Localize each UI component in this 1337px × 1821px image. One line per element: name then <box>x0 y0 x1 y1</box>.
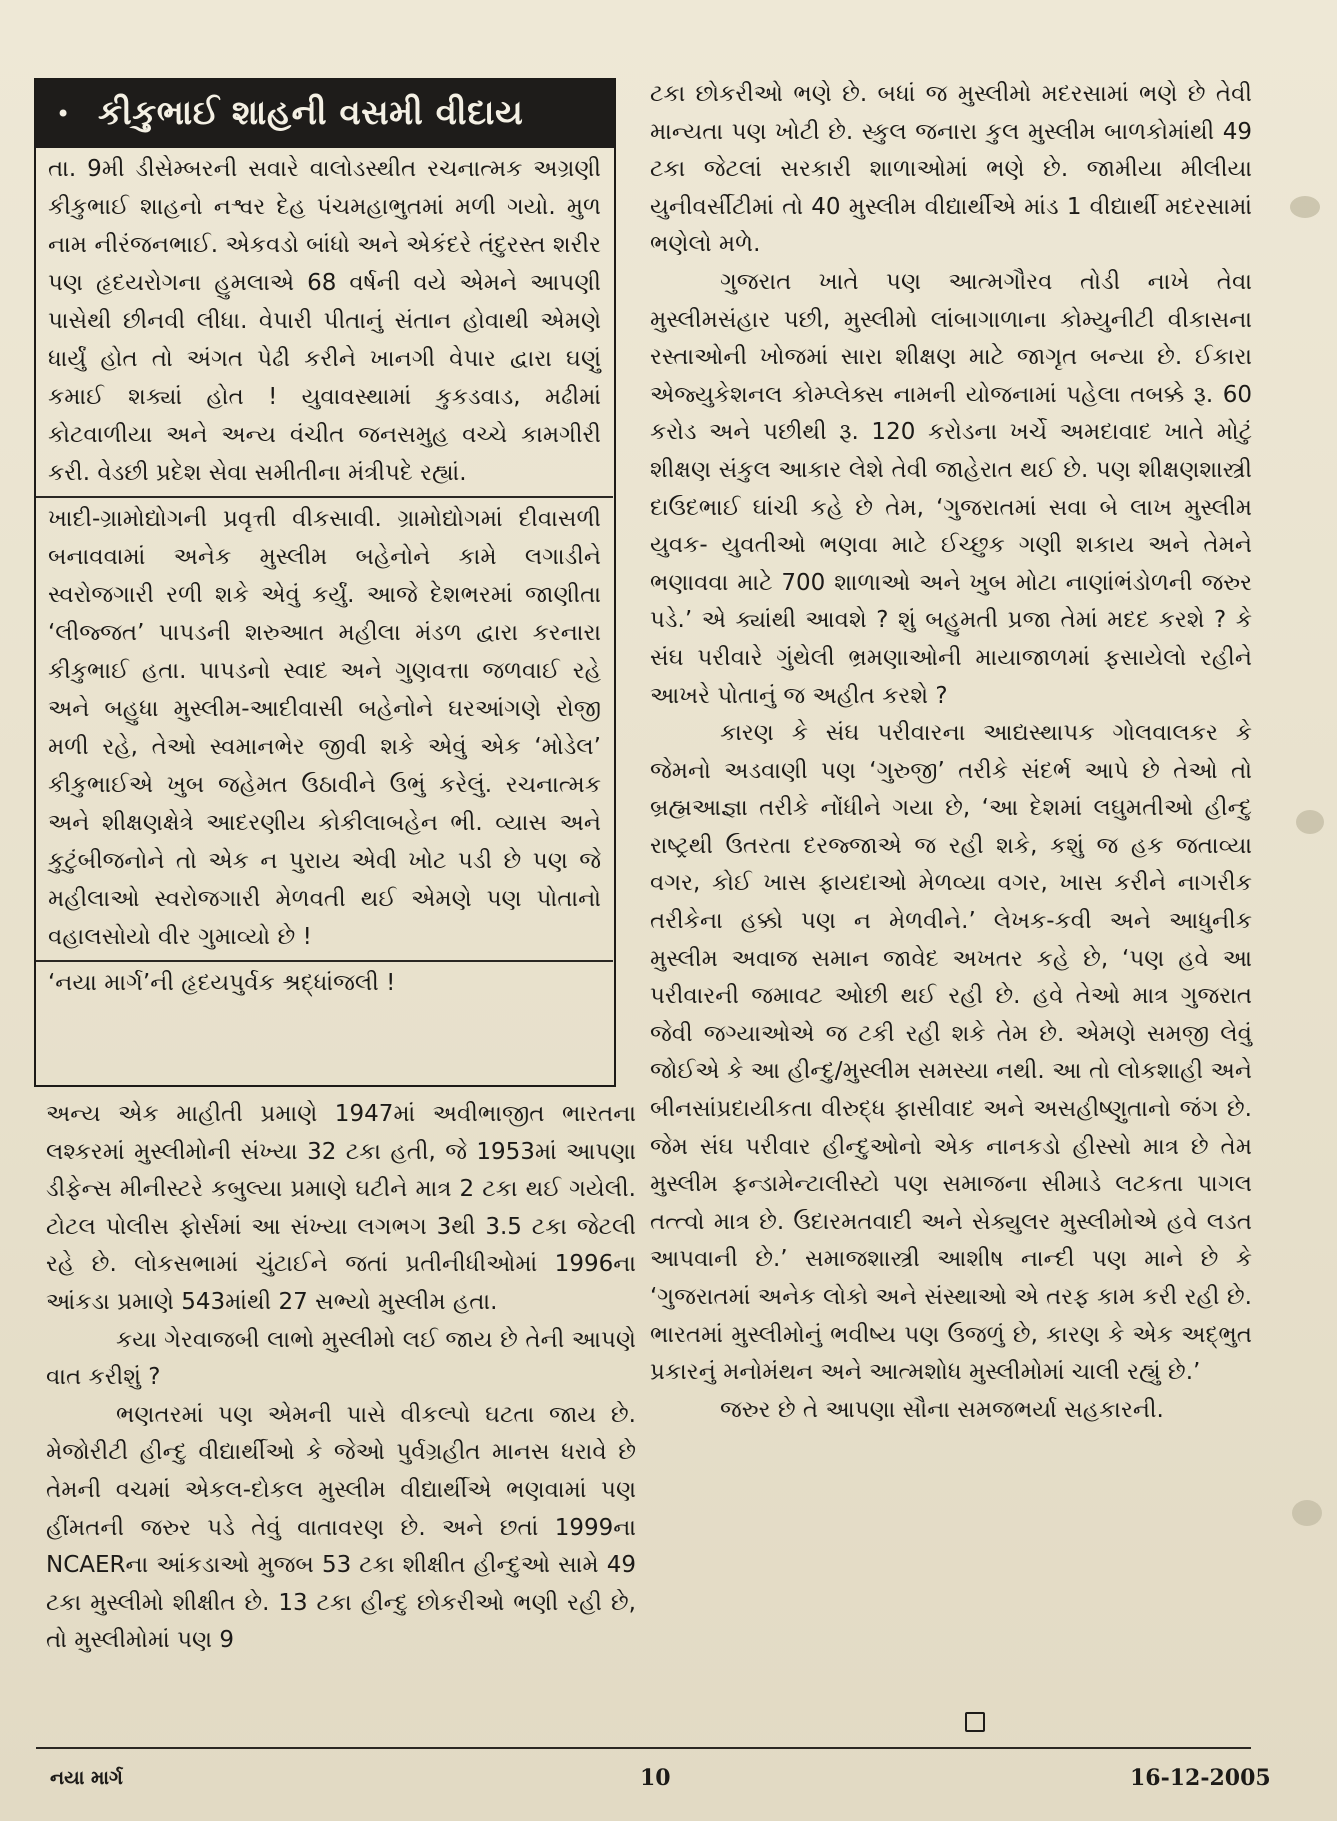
tribute-box-title: કીકુભાઈ શાહની વસમી વીદાય <box>98 93 524 133</box>
tribute-box <box>34 78 616 1087</box>
article-paragraph: કયા ગેરવાજબી લાભો મુસ્લીમો લઈ જાય છે તેની આપણે વાત કરીશું ? <box>46 1326 636 1391</box>
footer-page-number: 10 <box>640 1765 671 1791</box>
article-paragraph: કારણ કે સંઘ પરીવારના આદ્યસ્થાપક ગોલવાલકર કે જેમનો અડવાણી પણ ‘ગુરુજી’ તરીકે સંદર્ભ આપે છે તેઓ તો બ્રહ્મઆજ્ઞા તરીકે નોંધીને ગયા છે, ‘આ દેશમાં લઘુમતીઓ હીન્દુ રાષ્ટ્રથી ઉતરતા દરજ્જાએ જ રહી શકે, કશું જ હક જતાવ્યા વગર, કોઈ ખાસ ફાયદાઓ મેળવ્યા વગર, ખાસ કરીને નાગરીક તરીકેના હક્કો પણ ન મેળવીને.’ લેખક-કવી અને આધુનીક મુસ્લીમ અવાજ સમાન જાવેદ અખતર કહે છે, ‘પણ હવે આ પરીવારની જમાવટ ઓછી થઈ રહી છે. હવે તેઓ માત્ર ગુજરાત જેવી જગ્યાઓએ જ ટકી રહી શકે તેમ છે. એમણે સમજી લેવું જોઈએ કે આ હીન્દુ/મુસ્લીમ સમસ્યા નથી. આ તો લોકશાહી અને બીનસાંપ્રદાયીકતા વીરુદ્ધ ફાસીવાદ અને અસહીષ્ણુતાનો જંગ છે. જેમ સંઘ પરીવાર હીન્દુઓનો એક નાનકડો હીસ્સો માત્ર છે તેમ મુસ્લીમ ફન્ડામેન્ટાલીસ્ટો પણ સમાજના સીમાડે લટકતા પાગલ તત્ત્વો માત્ર છે. ઉદારમતવાદી અને સેક્યુલર મુસ્લીમોએ હવે લડત આપવાની છે.’ સમાજશાસ્ત્રી આશીષ નાન્દી પણ માને છે કે ‘ગુજરાતમાં અનેક લોકો અને સંસ્થાઓ એ તરફ કામ કરી રહી છે. ભારતમાં મુસ્લીમોનું ભવીષ્ય પણ ઉજળું છે, કારણ કે એક અદ્ભુત પ્રકારનું મનોમંથન અને આત્મશોધ મુસ્લીમોમાં ચાલી રહ્યું છે.’ <box>650 720 1252 1386</box>
left-column <box>46 1096 636 1660</box>
divider <box>36 496 613 498</box>
paper-tear-mark <box>1292 1500 1322 1526</box>
article-paragraph: ટકા છોકરીઓ ભણે છે. બધાં જ મુસ્લીમો મદરસામાં ભણે છે તેવી માન્યતા પણ ખોટી છે. સ્કુલ જનારા કુલ મુસ્લીમ બાળકોમાંથી 49 ટકા જેટલાં સરકારી શાળાઓમાં ભણે છે. જામીયા મીલીયા યુનીવર્સીટીમાં તો 40 મુસ્લીમ વીદ્યાર્થીએ માંડ 1 વીદ્યાર્થી મદરસામાં ભણેલો મળે. <box>650 81 1252 258</box>
paper-tear-mark <box>1290 196 1320 218</box>
end-of-article-icon <box>965 1712 985 1732</box>
right-column <box>650 76 1252 1429</box>
divider <box>36 960 613 962</box>
article-paragraph: અન્ય એક માહીતી પ્રમાણે 1947માં અવીભાજીત ભારતના લશ્કરમાં મુસ્લીમોની સંખ્યા 32 ટકા હતી, જે 1953માં આપણા ડીફેન્સ મીનીસ્ટરે કબુલ્યા પ્રમાણે ઘટીને માત્ર 2 ટકા થઈ ગયેલી. ટોટલ પોલીસ ફોર્સમાં આ સંખ્યા લગભગ 3થી 3.5 ટકા જેટલી રહે છે. લોકસભામાં ચુંટાઈને જતાં પ્રતીનીધીઓમાં 1996ના આંકડા પ્રમાણે 543માંથી 27 સભ્યો મુસ્લીમ હતા. <box>46 1101 636 1315</box>
tribute-paragraph: તા. 9મી ડીસેમ્બરની સવારે વાલોડસ્થીત રચનાત્મક અગ્રણી કીકુભાઈ શાહનો નશ્વર દેહ પંચમહાભુતમાં મળી ગયો. મુળ નામ નીરંજનભાઈ. એકવડો બાંધો અને એકંદરે તંદુરસ્ત શરીર પણ હૃદયરોગના હુમલાએ 68 વર્ષની વયે એમને આપણી પાસેથી છીનવી લીધા. વેપારી પીતાનું સંતાન હોવાથી એમણે ધાર્યું હોત તો અંગત પેઢી કરીને ખાનગી વેપાર દ્વારા ઘણું કમાઈ શક્યાં હોત ! યુવાવસ્થામાં કુકડવાડ, મઢીમાં કોટવાળીયા અને અન્ય વંચીત જનસમુહ વચ્ચે કામગીરી કરી. વેડછી પ્રદેશ સેવા સમીતીના મંત્રીપદે રહ્યાં. <box>48 156 601 486</box>
tribute-paragraph: ખાદી-ગ્રામોદ્યોગની પ્રવૃત્તી વીકસાવી. ગ્રામોદ્યોગમાં દીવાસળી બનાવવામાં અનેક મુસ્લીમ બહેનોને કામે લગાડીને સ્વરોજગારી રળી શકે એવું કર્યું. આજે દેશભરમાં જાણીતા ‘લીજ્જત’ પાપડની શરુઆત મહીલા મંડળ દ્વારા કરનારા કીકુભાઈ હતા. પાપડનો સ્વાદ અને ગુણવત્તા જળવાઈ રહે અને બહુધા મુસ્લીમ-આદીવાસી બહેનોને ઘરઆંગણે રોજી મળી રહે, તેઓ સ્વમાનભેર જીવી શકે એવું એક ‘મોડેલ’ કીકુભાઈએ ખુબ જહેમત ઉઠાવીને ઉભું કરેલું. રચનાત્મક અને શીક્ષણક્ષેત્રે આદરણીય કોકીલાબહેન ભી. વ્યાસ અને કુટુંબીજનોને તો એક ન પુરાય એવી ખોટ પડી છે પણ જે મહીલાઓ સ્વરોજગારી મેળવતી થઈ એમણે પણ પોતાનો વહાલસોયો વીર ગુમાવ્યો છે ! <box>48 506 601 950</box>
article-closing-paragraph: જરુર છે તે આપણા સૌના સમજભર્યા સહકારની. <box>720 1396 1164 1423</box>
footer-publication-name: નયા માર્ગ <box>50 1767 123 1789</box>
tribute-box-header <box>36 80 614 148</box>
tribute-closing-line: ‘નયા માર્ગ’ની હૃદયપુર્વક શ્રદ્ધાંજલી ! <box>48 970 396 996</box>
article-paragraph: ગુજરાત ખાતે પણ આત્મગૌરવ તોડી નાખે તેવા મુસ્લીમસંહાર પછી, મુસ્લીમો લાંબાગાળાના કોમ્યુનીટી વીકાસના રસ્તાઓની ખોજમાં સારા શીક્ષણ માટે જાગૃત બન્યા છે. ઈકારા એજ્યુકેશનલ કોમ્પ્લેક્સ નામની યોજનામાં પહેલા તબક્કે રૂ. 60 કરોડ અને પછીથી રૂ. 120 કરોડના ખર્ચે અમદાવાદ ખાતે મોટું શીક્ષણ સંકુલ આકાર લેશે તેવી જાહેરાત થઈ છે. પણ શીક્ષણશાસ્ત્રી દાઉદભાઈ ઘાંચી કહે છે તેમ, ‘ગુજરાતમાં સવા બે લાખ મુસ્લીમ યુવક- યુવતીઓ ભણવા માટે ઈચ્છુક ગણી શકાય અને તેમને ભણાવવા માટે 700 શાળાઓ અને ખુબ મોટા નાણાંભંડોળની જરુર પડે.’ એ ક્યાંથી આવશે ? શું બહુમતી પ્રજા તેમાં મદદ કરશે ? કે સંઘ પરીવારે ગુંથેલી ભ્રમણાઓની માયાજાળમાં ફસાયેલો રહીને આખરે પોતાનું જ અહીત કરશે ? <box>650 268 1252 709</box>
paper-tear-mark <box>1296 810 1324 834</box>
article-paragraph: ભણતરમાં પણ એમની પાસે વીકલ્પો ઘટતા જાય છે. મેજોરીટી હીન્દુ વીદ્યાર્થીઓ કે જેઓ પુર્વગ્રહીત માનસ ધરાવે છે તેમની વચમાં એકલ-દોકલ મુસ્લીમ વીદ્યાર્થીએ ભણવામાં પણ હીંમતની જરુર પડે તેવું વાતાવરણ છે. અને છતાં 1999ના NCAERના આંકડાઓ મુજબ 53 ટકા શીક્ષીત હીન્દુઓ સામે 49 ટકા મુસ્લીમો શીક્ષીત છે. 13 ટકા હીન્દુ છોકરીઓ ભણી રહી છે, તો મુસ્લીમોમાં પણ 9 <box>46 1401 636 1654</box>
tribute-box-body <box>48 150 601 1002</box>
bullet-icon: • <box>56 100 71 128</box>
footer-divider <box>36 1747 1251 1749</box>
footer-date: 16-12-2005 <box>1130 1765 1271 1791</box>
